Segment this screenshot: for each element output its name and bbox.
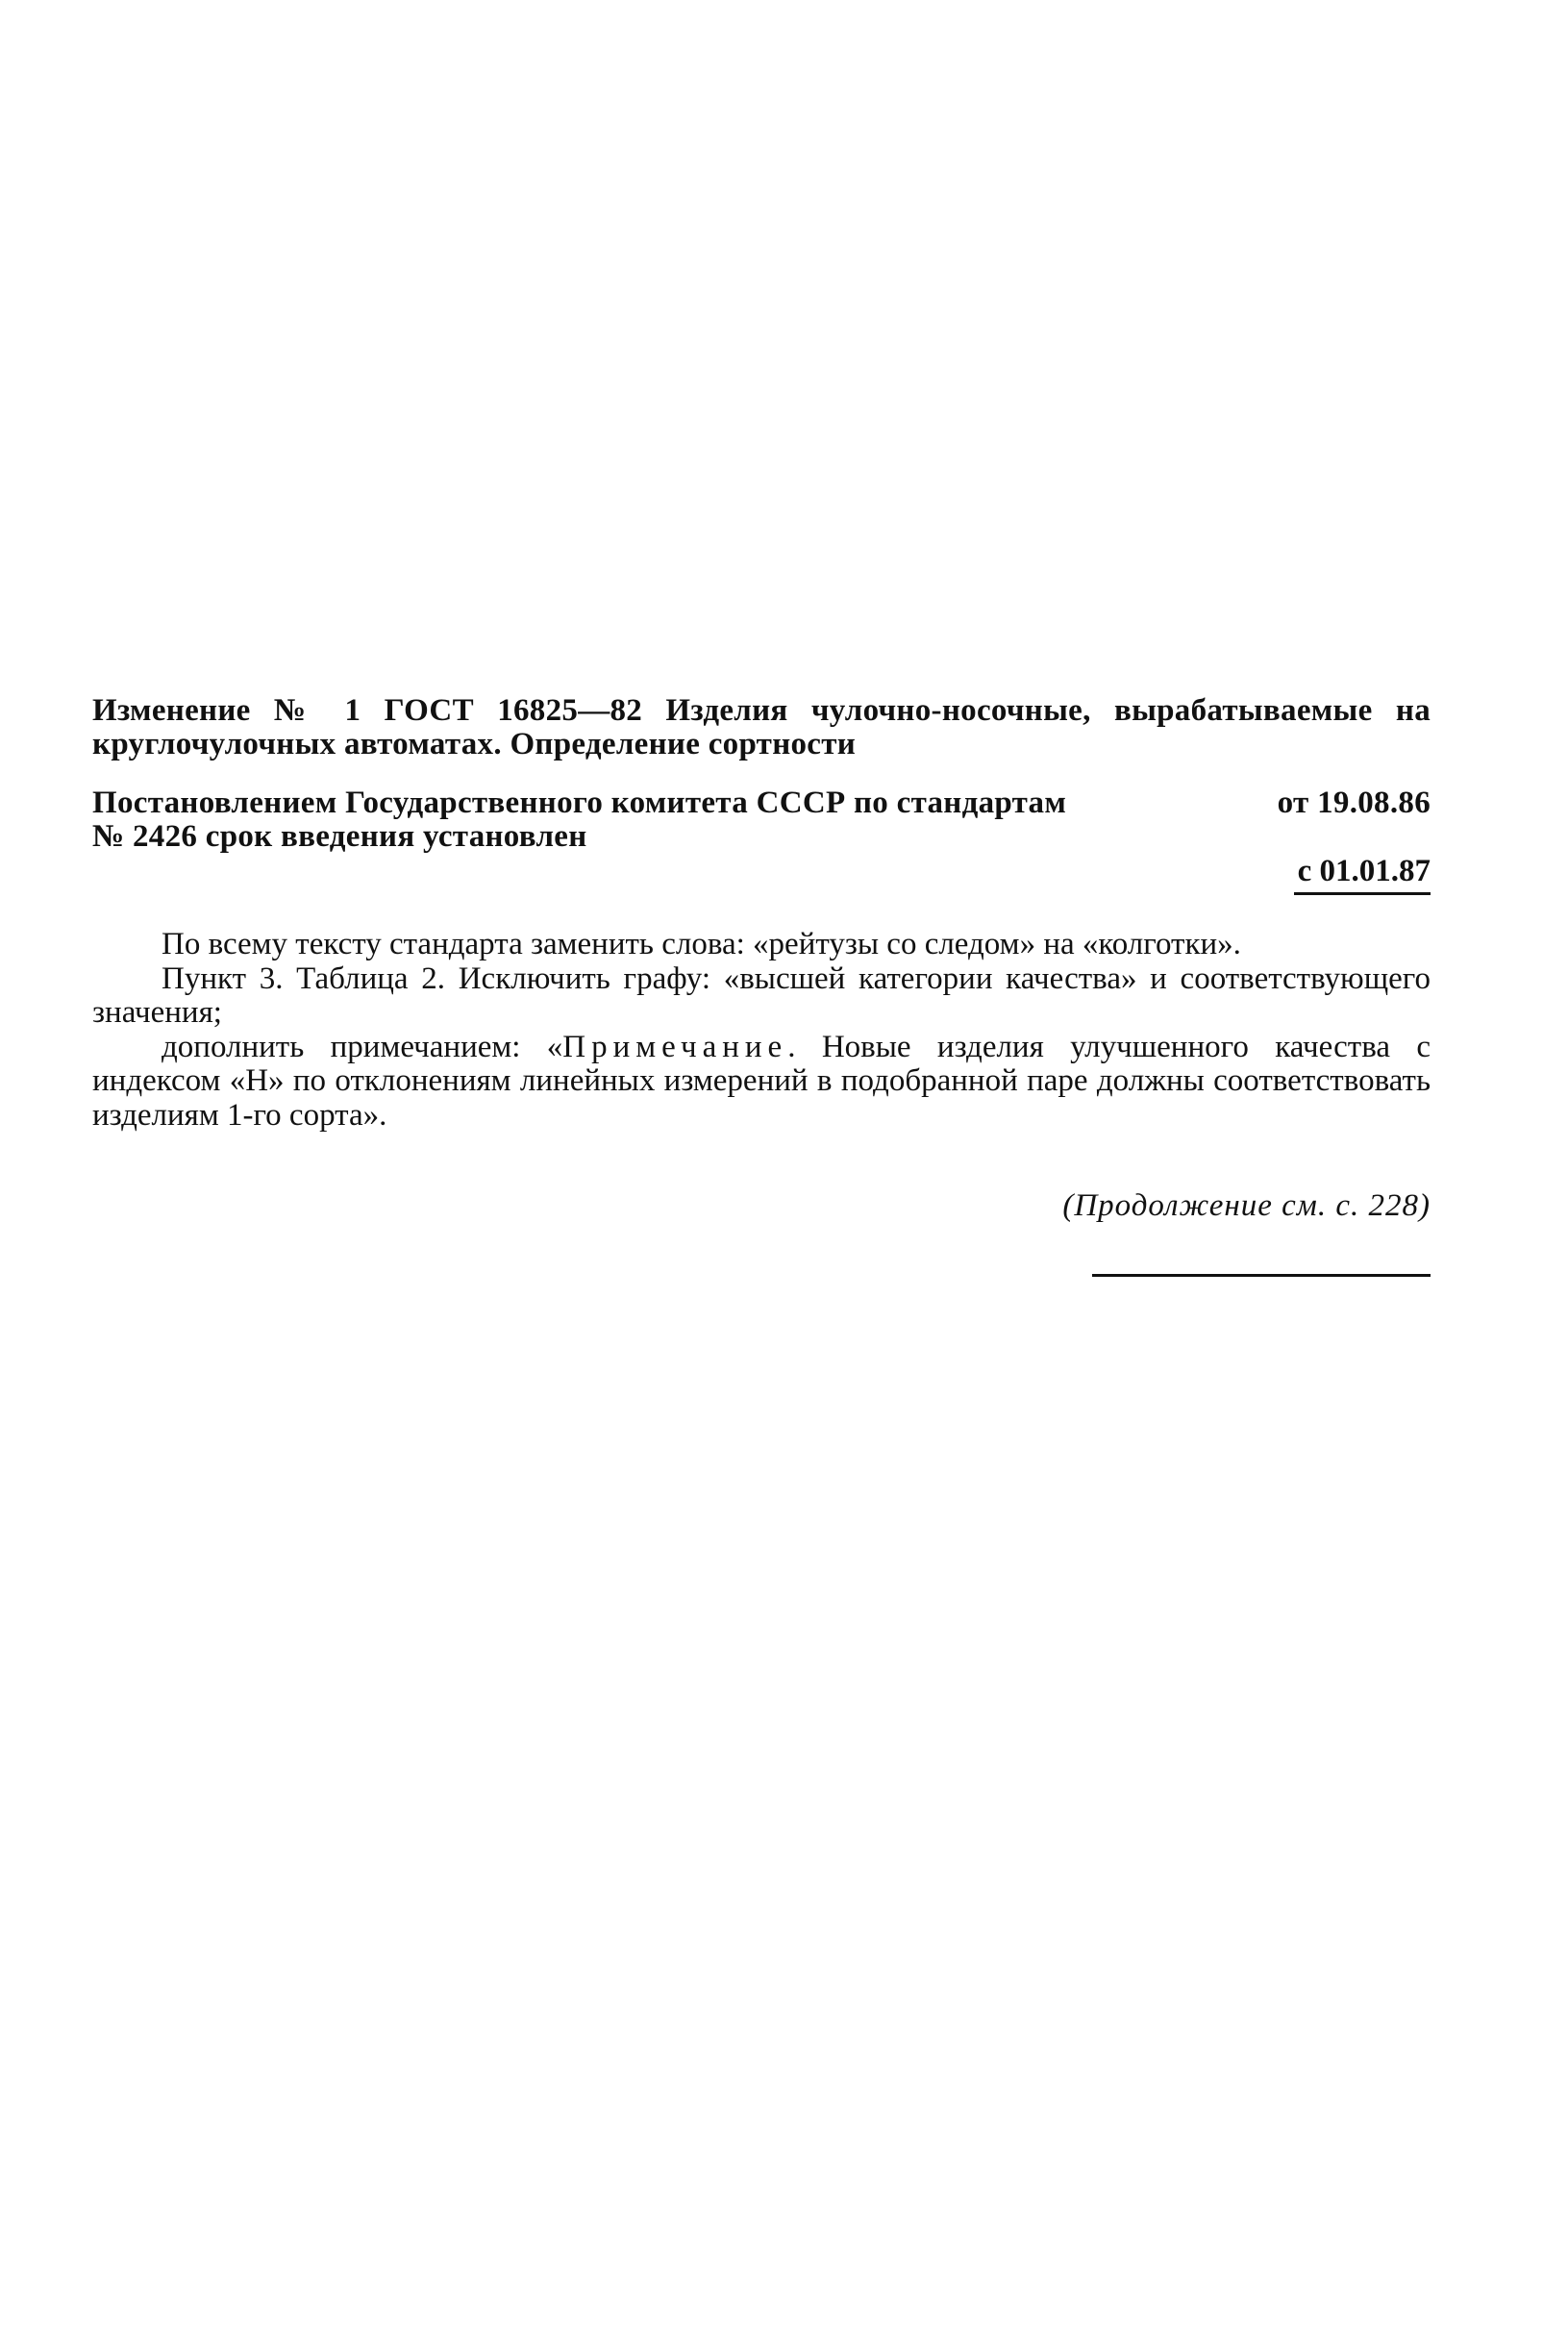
amendment-body: [92, 928, 1431, 1133]
decree-number: № 2426 срок введения установлен: [92, 819, 587, 854]
decree-date: от 19.08.86: [1277, 786, 1431, 820]
decree-line-1: [92, 786, 1431, 820]
continuation-note: (Продолжение см. с. 228): [1062, 1188, 1431, 1223]
note-word: Примечание: [562, 1029, 788, 1064]
note-prefix: дополнить примечанием: «: [162, 1029, 563, 1064]
note-text: . Новые изделия улучшенного качества с индексом «Н» по отклонениям линейных измерений в подобранной паре должны соответствовать изделиям 1-го сорта».: [92, 1029, 1431, 1133]
amendment-title: Изменение № 1 ГОСТ 16825—82 Изделия чулочно-носочные, вырабатываемые на круглочулочных автоматах. Определение сортности: [92, 693, 1431, 761]
decree-statement: [92, 786, 1431, 854]
decree-authority: Постановлением Государственного комитета СССР по стандартам: [92, 786, 1067, 820]
end-divider: [1092, 1274, 1431, 1277]
paragraph-exclude-column: Пункт 3. Таблица 2. Исключить графу: «высшей категории качества» и соответствующего значения;: [92, 960, 1431, 1030]
effective-date: с 01.01.87: [1294, 854, 1431, 895]
paragraph-add-note: [92, 1031, 1431, 1134]
paragraph-replace-words: По всему тексту стандарта заменить слова: «рейтузы со следом» на «колготки».: [162, 927, 1241, 961]
